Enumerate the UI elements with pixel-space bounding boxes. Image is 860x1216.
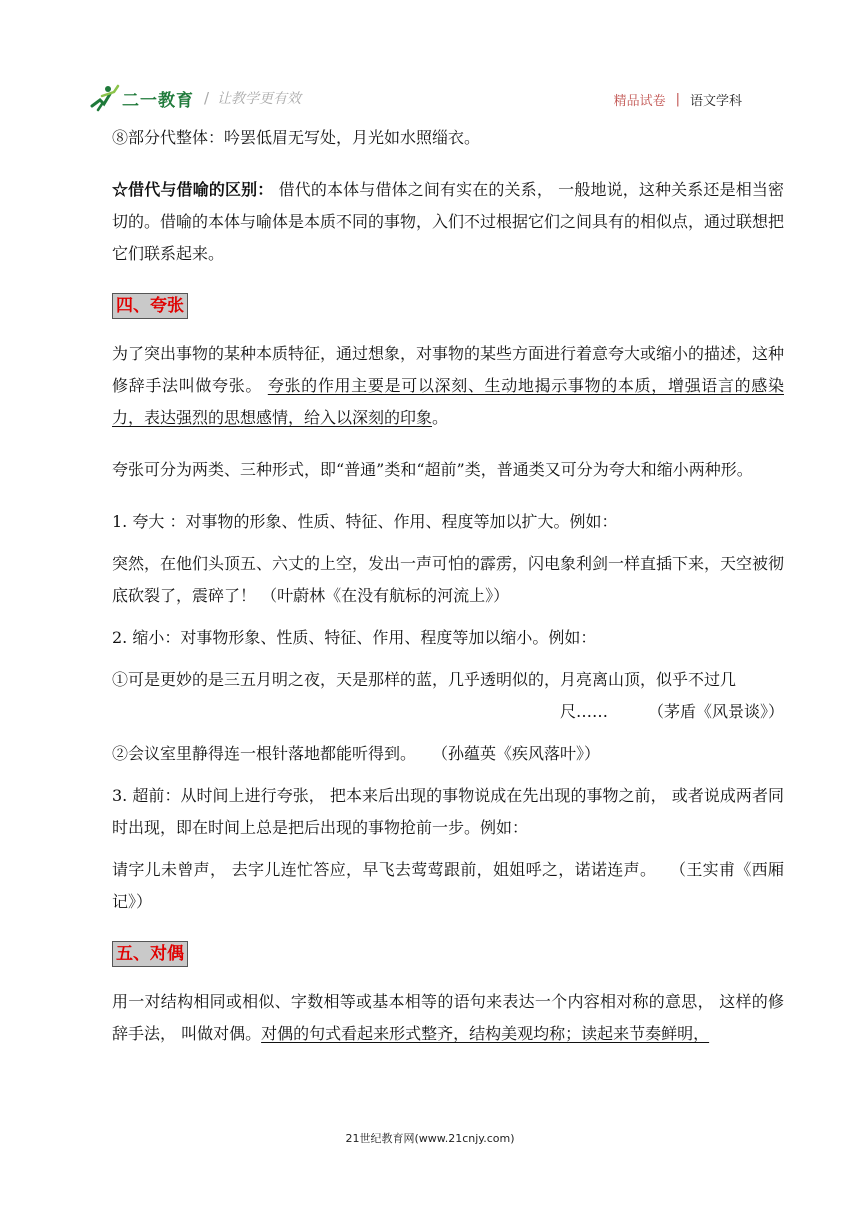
paragraph-shrink-example-2: ②会议室里静得连一根针落地都能听得到。 （孙蕴英《疾风落叶》） xyxy=(112,744,601,763)
exaggeration-def-end: 。 xyxy=(432,408,449,427)
exaggeration-def-text: 为了突出事物的某种本质特征，通过想象，对事物的某些方面进行着意夸大或缩小的描述，这种修辞手法叫做夸张。 xyxy=(112,344,785,395)
section-heading-4-wrap xyxy=(112,290,784,322)
paragraph-advance-example: 请字儿未曾声， 去字儿连忙答应，早飞去莺莺跟前，姐姐呼之，诺诺连声。 （王实甫《西厢记》） xyxy=(112,860,784,911)
paragraph-antithesis-def xyxy=(112,986,784,1050)
logo-separator: / xyxy=(204,89,210,107)
logo-text: 二一教育 xyxy=(122,90,194,111)
paragraph-shrink-example-1-source: 尺…… （茅盾《风景谈》） xyxy=(559,702,784,721)
exaggeration-function-underline: 夸张的作用主要是可以深刻、生动地揭示事物的本质，增强语言的感染力，表达强烈的思想感情，给入以深刻的印象 xyxy=(112,376,784,427)
distinction-label: ☆借代与借喻的区别： xyxy=(112,180,274,199)
header-subject: 语文学科 xyxy=(689,94,742,109)
page-header xyxy=(88,78,772,118)
section-heading-5-wrap xyxy=(112,938,784,970)
paragraph-shrink-example-1: ①可是更妙的是三五月明之夜，天是那样的蓝，几乎透明似的，月亮离山顶，似乎不过几 xyxy=(112,670,737,689)
header-divider: | xyxy=(675,92,680,107)
document-body xyxy=(112,122,784,1050)
paragraph-distinction xyxy=(112,174,784,270)
page-footer: 21世纪教育网(www.21cnjy.com) xyxy=(345,1132,515,1145)
header-right xyxy=(614,90,742,109)
paragraph-enlarge-example: 突然，在他们头顶五、六丈的上空，发出一声可怕的霹雳，闪电象利剑一样直插下来，天空被彻底砍裂了，震碎了！ （叶蔚林《在没有航标的河流上》） xyxy=(112,554,785,605)
logo xyxy=(88,84,301,112)
paragraph-enlarge: 1. 夸大 ：对事物的形象、性质、特征、作用、程度等加以扩大。例如： xyxy=(112,512,618,531)
antithesis-function-underline: 对偶的句式看起来形式整齐，结构美观均称；读起来节奏鲜明， xyxy=(261,1024,710,1043)
distinction-text: 借代的本体与借体之间有实在的关系， 一般地说，这种关系还是相当密切的。借喻的本体与喻体是本质不同的事物，入们不过根据它们之间具有的相似点，通过联想把它们联系起来。 xyxy=(112,180,785,263)
header-category: 精品试卷 xyxy=(613,94,666,109)
paragraph-shrink: 2. 缩小：对事物形象、性质、特征、作用、程度等加以缩小。例如： xyxy=(112,628,597,647)
slogan: 让教学更有效 xyxy=(217,91,302,107)
runner-logo-icon xyxy=(88,84,120,112)
paragraph-exaggeration-def xyxy=(112,338,784,434)
paragraph-example-8: ⑧部分代整体：吟罢低眉无写处，月光如水照缁衣。 xyxy=(112,128,481,147)
section-heading-antithesis: 五、对偶 xyxy=(112,941,188,967)
section-heading-exaggeration: 四、夸张 xyxy=(112,293,188,319)
paragraph-advance: 3. 超前：从时间上进行夸张， 把本来后出现的事物说成在先出现的事物之前， 或者说成两者同时出现，即在时间上总是把后出现的事物抢前一步。例如： xyxy=(112,786,784,837)
antithesis-def-text: 用一对结构相同或相似、字数相等或基本相等的语句来表达一个内容相对称的意思， 这样的修辞手法， 叫做对偶。 xyxy=(112,992,784,1043)
paragraph-exaggeration-types: 夸张可分为两类、三种形式，即“普通”类和“超前”类，普通类又可分为夸大和缩小两种形。 xyxy=(112,460,753,479)
